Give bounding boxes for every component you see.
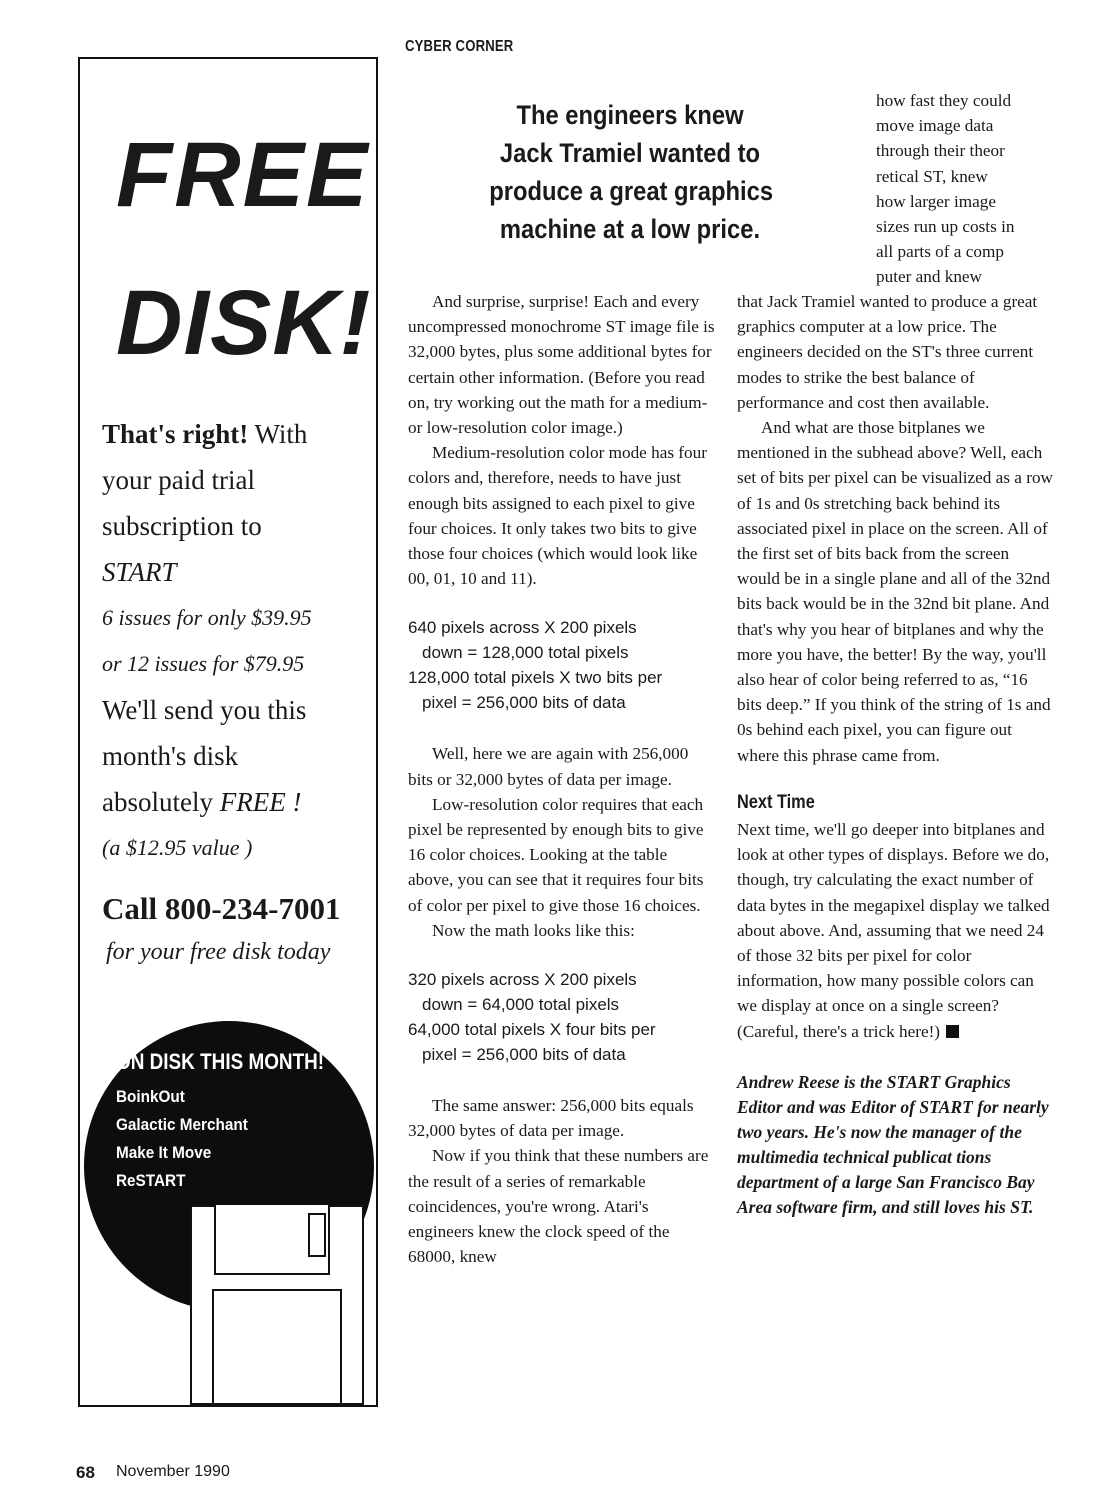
ad-line9-free: FREE — [219, 787, 286, 817]
text-line: retical ST, knew — [876, 166, 988, 186]
math-line: down = 64,000 total pixels — [422, 995, 620, 1015]
text-line: how larger image — [876, 191, 996, 211]
ad-line4: START — [102, 557, 177, 587]
on-disk-item: BoinkOut — [116, 1087, 185, 1106]
ad-line8: month's disk — [102, 741, 239, 771]
pull-quote-line: produce a great graphics — [489, 176, 774, 206]
paragraph — [737, 817, 1053, 1044]
pull-quote-line: Jack Tramiel wanted to — [499, 138, 761, 168]
ad-line3: subscription to — [102, 511, 262, 541]
floppy-shutter — [214, 1205, 330, 1275]
math-line: 320 pixels across X 200 pixels — [408, 970, 637, 990]
ad-line1-bold: That's right! — [102, 419, 249, 449]
paragraph: Low-resolution color requires that each pixel be represented by enough bits to give 16 color choices. Looking at the table above, you can see that it requires four bits of color per pixel to give those 16 choices. — [408, 794, 704, 915]
ad-value: (a $12.95 value ) — [102, 835, 253, 860]
issue-date: November 1990 — [116, 1463, 230, 1480]
floppy-slot — [308, 1213, 326, 1257]
ad-phone: Call 800-234-7001 — [102, 891, 341, 926]
ad-line7: We'll send you this — [102, 695, 307, 725]
ad-phone-sub: for your free disk today — [106, 939, 331, 965]
article-column-2-top — [876, 88, 1056, 290]
article-column-2 — [737, 289, 1053, 1220]
section-heading: Next Time — [737, 791, 815, 813]
on-disk-heading: ON DISK THIS MONTH! — [116, 1049, 325, 1074]
paragraph: The same answer: 256,000 bits equals 32,000 bytes of data per image. — [408, 1096, 694, 1141]
ad-free-headline: FREE — [116, 124, 370, 226]
paragraph-text: Next time, we'll go deeper into bitplanes and look at other types of displays. Before we do, though, try calculating the exact number of data bytes in the megapixel display we talked about above. And, assuming that we need 24 of those 32 bits per pixel for color information, how many possible colors can we display at once on a single screen? (Careful, there's a trick here!) — [737, 820, 1050, 1041]
math-line: pixel = 256,000 bits of data — [422, 693, 626, 713]
text-line: sizes run up costs in — [876, 217, 1015, 237]
math-line: pixel = 256,000 bits of data — [422, 1045, 626, 1065]
on-disk-item: ReSTART — [116, 1171, 186, 1190]
ad-price-12: or 12 issues for $79.95 — [102, 651, 305, 676]
on-disk-item: Make It Move — [116, 1143, 212, 1162]
math-line: 128,000 total pixels X two bits per — [408, 668, 663, 688]
floppy-label — [212, 1289, 342, 1403]
article-column-1 — [408, 289, 716, 1269]
ad-line2: your paid trial — [102, 465, 255, 495]
math-block-2 — [408, 967, 716, 1067]
text-line: all parts of a comp — [876, 242, 1004, 262]
ad-line9-post: ! — [285, 787, 302, 817]
floppy-disk-icon — [190, 1205, 364, 1405]
text-line: move image data — [876, 116, 994, 136]
pull-quote-line: The engineers knew — [516, 100, 744, 130]
paragraph: Medium-resolution color mode has four colors and, therefore, needs to have just enough bits assigned to each pixel to give four choices. It only takes two bits to give those four choices (which would look like 00, 01, 10 and 11). — [408, 443, 707, 589]
pull-quote — [470, 96, 790, 248]
math-block-1 — [408, 615, 716, 715]
paragraph: that Jack Tramiel wanted to produce a great graphics computer at a low price. The engineers decided on the ST's three current modes to strike the best balance of performance and cost then available. — [737, 292, 1038, 412]
pull-quote-line: machine at a low price. — [499, 214, 761, 244]
math-line: down = 128,000 total pixels — [422, 643, 629, 663]
math-line: 640 pixels across X 200 pixels — [408, 618, 637, 638]
text-line: puter and knew — [876, 267, 982, 287]
section-label: CYBER CORNER — [405, 38, 514, 55]
paragraph: Now if you think that these numbers are the result of a series of remarkable coincidences, you're wrong. Atari's engineers knew the clock speed of the 68000, knew — [408, 1146, 709, 1267]
paragraph: Well, here we are again with 256,000 bits or 32,000 bytes of data per image. — [408, 744, 689, 789]
end-mark-icon — [946, 1025, 959, 1038]
ad-price-6: 6 issues for only $39.95 — [102, 605, 312, 630]
math-line: 64,000 total pixels X four bits per — [408, 1020, 656, 1040]
free-disk-ad — [78, 57, 378, 1407]
text-line: through their theor — [876, 141, 1005, 161]
ad-body-text — [102, 411, 372, 871]
paragraph: And surprise, surprise! Each and every uncompressed monochrome ST image file is 32,000 bytes, plus some additional bytes for certain other information. (Before you read on, try working out the math for a medium- or low-resolution color image.) — [408, 292, 715, 438]
paragraph: Now the math looks like this: — [432, 920, 635, 940]
ad-line9-pre: absolutely — [102, 787, 220, 817]
on-disk-item: Galactic Merchant — [116, 1115, 248, 1134]
page-number: 68 — [76, 1463, 95, 1482]
text-line: how fast they could — [876, 91, 1012, 110]
ad-line1-rest: With — [248, 419, 308, 449]
paragraph: And what are those bitplanes we mentioned in the subhead above? Well, each set of bits per pixel can be visualized as a row of 1s and 0s stretching back behind its associated pixel in place on the screen. All of the first set of bits back from the screen would be in a single plane and all of the 32nd bits back would be in the 32nd bit plane. And that's why you hear of bitplanes and why the more you have, the better! By the way, you'll also hear of color being referred to as, “16 bits deep.” If you think of the string of 1s and 0s behind each pixel, you can figure out where this phrase came from. — [737, 418, 1053, 765]
ad-disk-headline: DISK! — [116, 272, 372, 374]
author-bio: Andrew Reese is the START Graphics Editor and was Editor of START for nearly two years. He's now the manager of the multimedia technical publicat tions department of a large San Francisco Bay Area software firm, and still loves his ST. — [737, 1071, 1049, 1217]
on-disk-list — [116, 1083, 248, 1195]
